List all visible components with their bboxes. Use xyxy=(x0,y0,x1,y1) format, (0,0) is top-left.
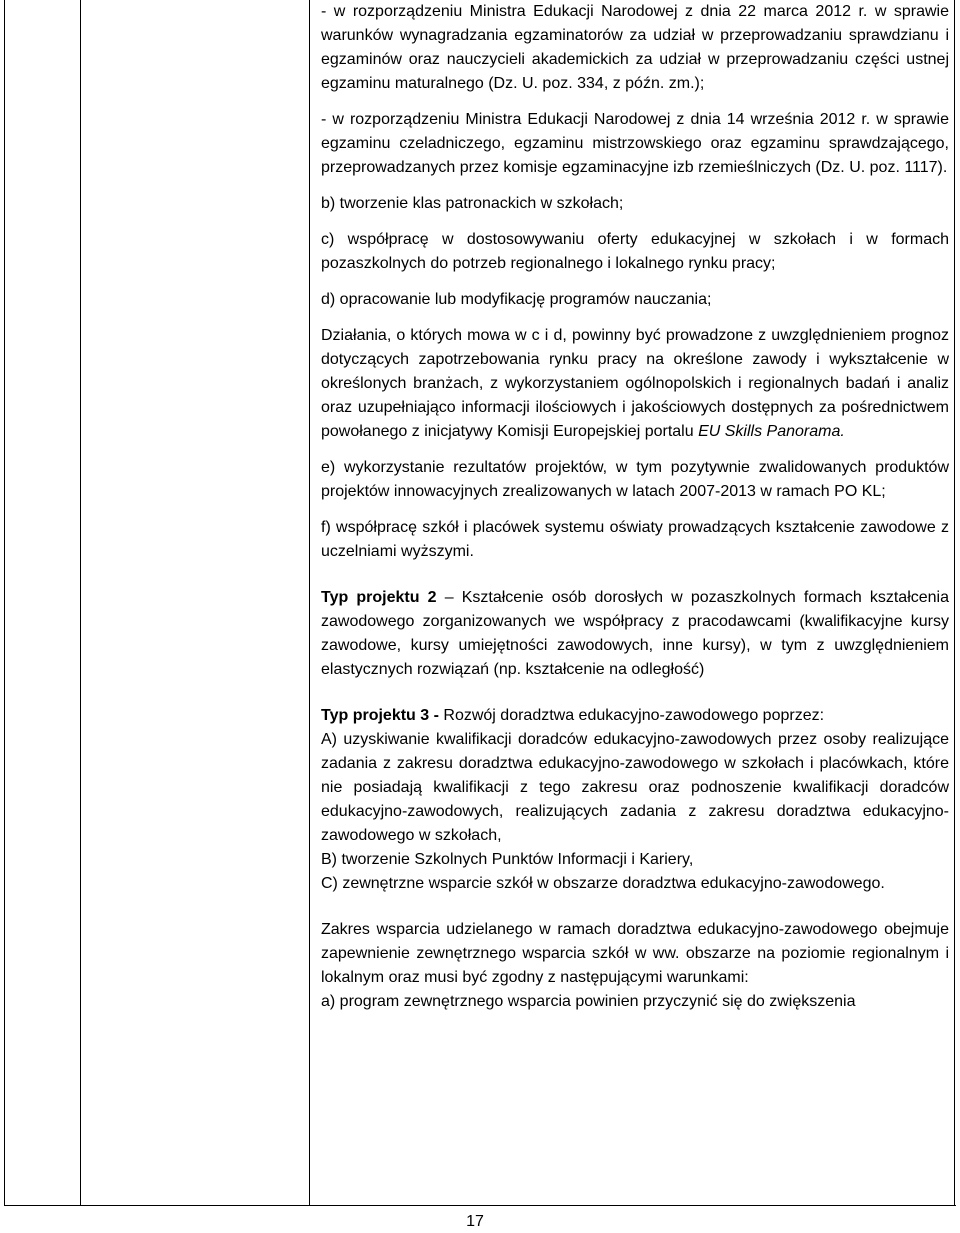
item-c: c) współpracę w dostosowywaniu oferty edukacyjnej w szkołach i w formach pozaszkolnych do potrzeb regionalnego i lokalnego rynku pracy; xyxy=(321,231,949,272)
condition-a: a) program zewnętrznego wsparcia powinien przyczynić się do zwiększenia xyxy=(321,993,856,1010)
table-column-divider-2 xyxy=(309,0,310,1206)
item-e: e) wykorzystanie rezultatów projektów, w tym pozytywnie zwalidowanych produktów projektów innowacyjnych zrealizowanych w latach 2007-2013 w ramach PO KL; xyxy=(321,459,949,500)
regulation-paragraph-2: - w rozporządzeniu Ministra Edukacji Narodowej z dnia 14 września 2012 r. w sprawie egzaminu czeladniczego, egzaminu mistrzowskiego oraz egzaminu sprawdzającego, przeprowadzanych przez komisje egzaminacyjne izb rzemieślniczych (Dz. U. poz. 1117). xyxy=(321,111,949,176)
table-border-left xyxy=(4,0,5,1206)
item-b: b) tworzenie klas patronackich w szkołach; xyxy=(321,195,624,212)
portal-name: EU Skills Panorama. xyxy=(698,423,845,440)
table-border-bottom xyxy=(4,1205,956,1206)
page-number: 17 xyxy=(466,1213,484,1230)
support-scope-paragraph: Zakres wsparcia udzielanego w ramach doradztwa edukacyjno-zawodowego obejmuje zapewnienie zewnętrznego wsparcia szkół w ww. obszarze na poziomie regionalnym i lokalnym oraz musi być zgodny z następującymi warunkami: xyxy=(321,921,949,986)
item-B: B) tworzenie Szkolnych Punktów Informacji i Kariery, xyxy=(321,851,694,868)
project-type-2-text: – Kształcenie osób dorosłych w pozaszkolnych formach kształcenia zawodowego zorganizowanych we współpracy z pracodawcami (kwalifikacyjne kursy zawodowe, kursy umiejętności zawodowych, inne kursy), w tym z uwzględnieniem elastycznych rozwiązań (np. kształcenie na odległość) xyxy=(321,589,949,678)
item-f: f) współpracę szkół i placówek systemu oświaty prowadzących kształcenie zawodowe z uczelniami wyższymi. xyxy=(321,519,949,560)
item-C: C) zewnętrzne wsparcie szkół w obszarze doradztwa edukacyjno-zawodowego. xyxy=(321,875,885,892)
actions-text: Działania, o których mowa w c i d, powinny być prowadzone z uwzględnieniem prognoz dotyczących zapotrzebowania rynku pracy na określone zawody i wykształcenie w określonych branżach, z wykorzystaniem ogólnopolskich i regionalnych badań i analiz oraz uzupełniająco informacji ilościowych i jakościowych dostępnych za pośrednictwem powołanego z inicjatywy Komisji Europejskiej portalu xyxy=(321,327,949,440)
table-border-right xyxy=(954,0,955,1206)
regulation-paragraph-1: - w rozporządzeniu Ministra Edukacji Narodowej z dnia 22 marca 2012 r. w sprawie warunków wynagradzania egzaminatorów za udział w przeprowadzaniu sprawdzianu i egzaminów oraz nauczycieli akademickich za udział w przeprowadzaniu części ustnej egzaminu maturalnego (Dz. U. poz. 334, z późn. zm.); xyxy=(321,3,949,92)
item-d: d) opracowanie lub modyfikację programów nauczania; xyxy=(321,291,712,308)
project-type-2-heading: Typ projektu 2 xyxy=(321,589,437,606)
project-type-3-text: Rozwój doradztwa edukacyjno-zawodowego poprzez: xyxy=(438,707,825,724)
project-type-3-paragraph xyxy=(321,704,949,728)
project-type-3-heading: Typ projektu 3 - xyxy=(321,707,439,724)
item-A: A) uzyskiwanie kwalifikacji doradców edukacyjno-zawodowych przez osoby realizujące zadania z zakresu doradztwa edukacyjno-zawodowego w szkołach i placówkach, które nie posiadają kwalifikacji z tego zakresu oraz podnoszenie kwalifikacji doradców edukacyjno-zawodowych, realizujących zadania z zakresu doradztwa edukacyjno-zawodowego w szkołach, xyxy=(321,731,949,844)
actions-paragraph xyxy=(321,324,949,444)
table-column-divider-1 xyxy=(80,0,81,1206)
project-type-2-paragraph xyxy=(321,586,949,682)
document-text-column xyxy=(321,0,949,1014)
